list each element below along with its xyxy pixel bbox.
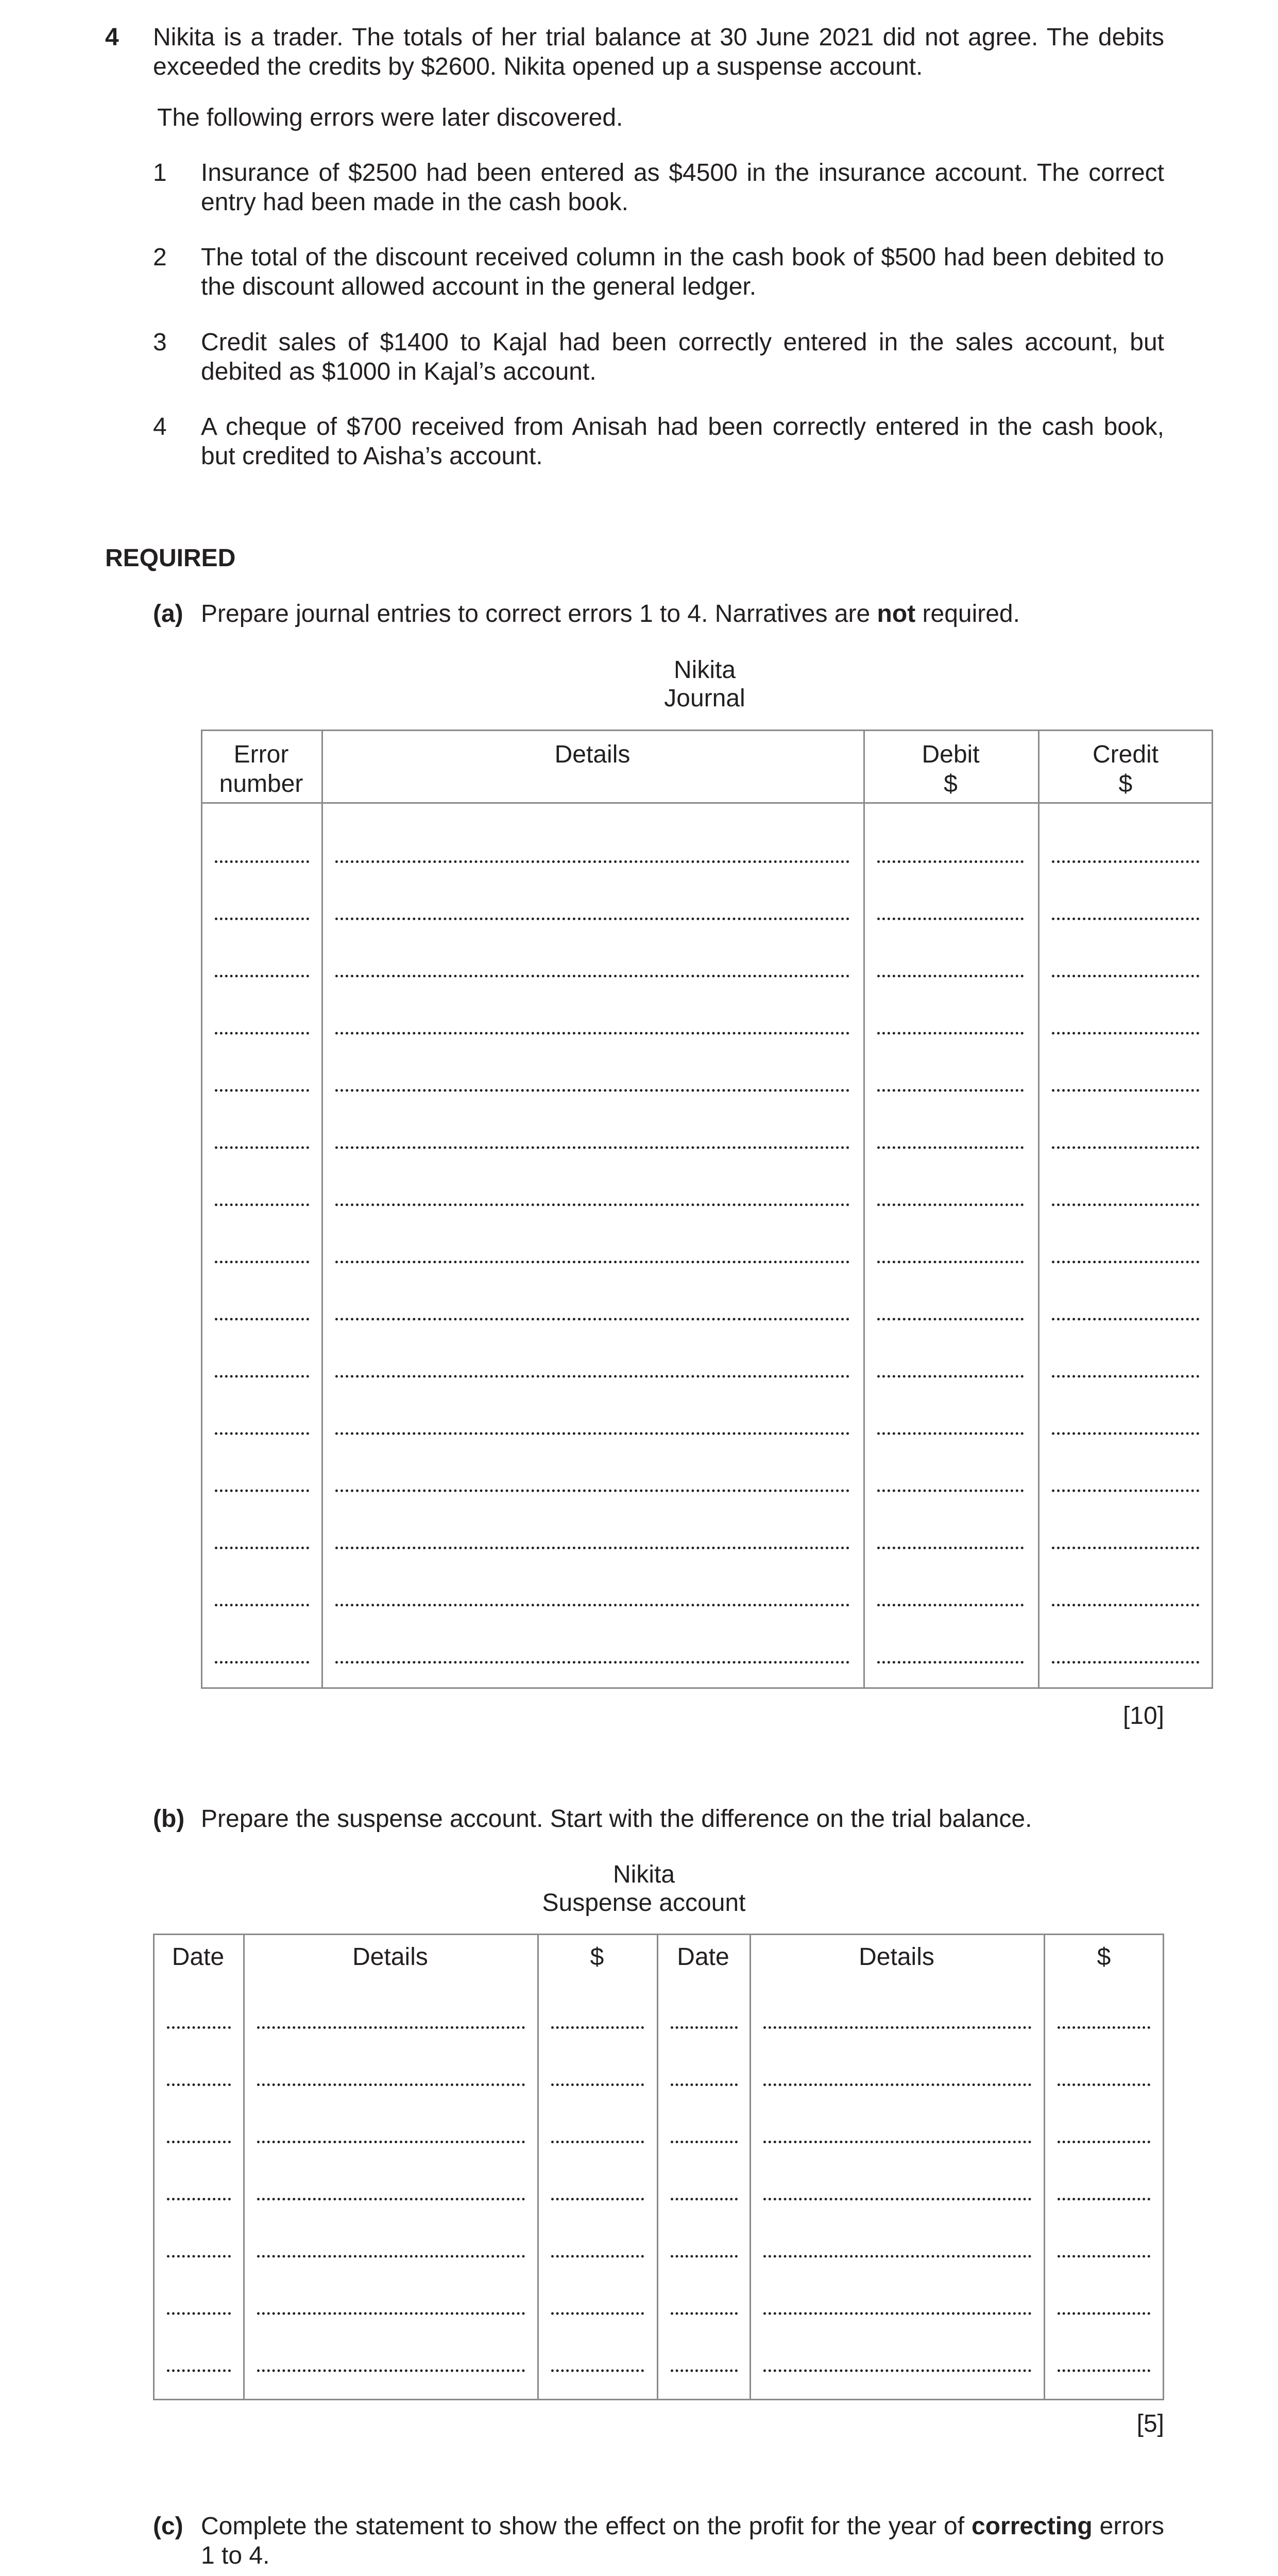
- suspense-header-amount: $: [1097, 1943, 1111, 1971]
- journal-divider: [1038, 730, 1040, 1689]
- suspense-amount-field[interactable]: [1058, 2083, 1150, 2086]
- part-a-label: (a): [153, 600, 183, 628]
- suspense-details-field[interactable]: [763, 2198, 1031, 2200]
- suspense-date-field[interactable]: [671, 2255, 738, 2258]
- suspense-divider: [749, 1934, 751, 2400]
- journal-details-field[interactable]: [335, 918, 849, 920]
- suspense-amount-field[interactable]: [551, 2312, 644, 2315]
- suspense-details-field[interactable]: [257, 2255, 525, 2258]
- journal-debit-field[interactable]: [877, 1146, 1024, 1149]
- error-number-3: 3: [153, 329, 167, 356]
- suspense-details-field[interactable]: [763, 2255, 1031, 2258]
- journal-credit-field[interactable]: [1052, 1489, 1199, 1492]
- suspense-divider: [1044, 1934, 1045, 2400]
- suspense-details-field[interactable]: [257, 2026, 525, 2029]
- journal-details-field[interactable]: [335, 975, 849, 977]
- suspense-date-field[interactable]: [167, 2369, 231, 2372]
- suspense-header-details: Details: [352, 1943, 428, 1971]
- journal-debit-field[interactable]: [877, 1547, 1024, 1549]
- journal-credit-field[interactable]: [1052, 860, 1199, 863]
- suspense-details-field[interactable]: [257, 2141, 525, 2143]
- journal-error-number-field[interactable]: [215, 1375, 309, 1378]
- journal-credit-field[interactable]: [1052, 1432, 1199, 1435]
- journal-credit-field[interactable]: [1052, 1375, 1199, 1378]
- journal-credit-field[interactable]: [1052, 1146, 1199, 1149]
- journal-error-number-field[interactable]: [215, 1204, 309, 1206]
- journal-details-field[interactable]: [335, 1375, 849, 1378]
- journal-header-details: Details: [554, 741, 631, 768]
- suspense-details-field[interactable]: [763, 2141, 1031, 2143]
- suspense-amount-field[interactable]: [1058, 2198, 1150, 2200]
- suspense-date-field[interactable]: [671, 2026, 738, 2029]
- suspense-divider: [243, 1934, 245, 2400]
- journal-credit-field[interactable]: [1052, 1318, 1199, 1320]
- journal-details-field[interactable]: [335, 1604, 849, 1606]
- suspense-date-field[interactable]: [167, 2141, 231, 2143]
- journal-debit-field[interactable]: [877, 1032, 1024, 1035]
- journal-details-field[interactable]: [335, 1432, 849, 1435]
- part-c-label: (c): [153, 2513, 183, 2540]
- error-number-2: 2: [153, 244, 167, 271]
- suspense-header-details: Details: [859, 1943, 934, 1971]
- suspense-details-field[interactable]: [763, 2026, 1031, 2029]
- journal-debit-field[interactable]: [877, 1318, 1024, 1320]
- journal-divider: [863, 730, 865, 1689]
- suspense-details-field[interactable]: [763, 2312, 1031, 2315]
- part-c-instruction: Complete the statement to show the effect on the profit for the year of correcting errors 1 to 4.: [201, 2513, 1165, 2569]
- journal-error-number-field[interactable]: [215, 1661, 309, 1664]
- journal-error-number-field[interactable]: [215, 1146, 309, 1149]
- question-number: 4: [105, 24, 119, 51]
- journal-details-field[interactable]: [335, 1318, 849, 1320]
- suspense-amount-field[interactable]: [1058, 2141, 1150, 2143]
- suspense-amount-field[interactable]: [551, 2255, 644, 2258]
- journal-details-field[interactable]: [335, 1489, 849, 1492]
- suspense-header-amount: $: [590, 1943, 604, 1971]
- journal-credit-field[interactable]: [1052, 1547, 1199, 1549]
- journal-header-error: Error number: [219, 741, 303, 798]
- part-b-marks: [5]: [1136, 2410, 1164, 2437]
- suspense-details-field[interactable]: [257, 2369, 525, 2372]
- suspense-date-field[interactable]: [671, 2198, 738, 2200]
- journal-details-field[interactable]: [335, 1204, 849, 1206]
- journal-credit-field[interactable]: [1052, 1661, 1199, 1664]
- suspense-amount-field[interactable]: [1058, 2369, 1150, 2372]
- journal-debit-field[interactable]: [877, 1432, 1024, 1435]
- suspense-divider: [657, 1934, 658, 2400]
- part-b-instruction: Prepare the suspense account. Start with the difference on the trial balance.: [201, 1805, 1032, 1833]
- journal-header-credit: Credit $: [1092, 741, 1159, 798]
- journal-details-field[interactable]: [335, 1661, 849, 1664]
- journal-divider: [321, 730, 323, 1689]
- suspense-date-field[interactable]: [671, 2369, 738, 2372]
- journal-header-rule: [201, 802, 1213, 804]
- journal-error-number-field[interactable]: [215, 1032, 309, 1035]
- journal-error-number-field[interactable]: [215, 1318, 309, 1320]
- suspense-amount-field[interactable]: [1058, 2312, 1150, 2315]
- suspense-amount-field[interactable]: [551, 2198, 644, 2200]
- journal-debit-field[interactable]: [877, 1661, 1024, 1664]
- journal-credit-field[interactable]: [1052, 1261, 1199, 1263]
- journal-title: Journal: [664, 685, 745, 712]
- suspense-details-field[interactable]: [257, 2312, 525, 2315]
- journal-error-number-field[interactable]: [215, 1261, 309, 1263]
- journal-title-name: Nikita: [673, 656, 736, 684]
- journal-debit-field[interactable]: [877, 1604, 1024, 1606]
- journal-error-number-field[interactable]: [215, 860, 309, 863]
- suspense-date-field[interactable]: [167, 2026, 231, 2029]
- errors-intro: The following errors were later discovered.: [157, 104, 623, 131]
- suspense-title-name: Nikita: [612, 1861, 675, 1888]
- suspense-title: Suspense account: [542, 1889, 746, 1917]
- error-text-1: Insurance of $2500 had been entered as $4500 in the insurance account. The correct entry had been made in the cash book.: [201, 159, 1164, 216]
- suspense-amount-field[interactable]: [551, 2369, 644, 2372]
- journal-credit-field[interactable]: [1052, 1604, 1199, 1606]
- part-b-label: (b): [153, 1805, 185, 1833]
- journal-details-field[interactable]: [335, 860, 849, 863]
- suspense-date-field[interactable]: [167, 2083, 231, 2086]
- journal-credit-field[interactable]: [1052, 1089, 1199, 1092]
- suspense-date-field[interactable]: [671, 2312, 738, 2315]
- journal-details-field[interactable]: [335, 1547, 849, 1549]
- journal-error-number-field[interactable]: [215, 975, 309, 977]
- suspense-header-date: Date: [677, 1943, 729, 1971]
- error-number-1: 1: [153, 159, 167, 187]
- journal-error-number-field[interactable]: [215, 1432, 309, 1435]
- journal-details-field[interactable]: [335, 1261, 849, 1263]
- suspense-header-date: Date: [172, 1943, 225, 1971]
- journal-debit-field[interactable]: [877, 1375, 1024, 1378]
- journal-details-field[interactable]: [335, 1089, 849, 1092]
- required-label: REQUIRED: [105, 545, 236, 572]
- suspense-table-border: [153, 1934, 1164, 2400]
- suspense-amount-field[interactable]: [551, 2083, 644, 2086]
- journal-details-field[interactable]: [335, 1146, 849, 1149]
- journal-table-border: [201, 730, 1213, 1689]
- journal-debit-field[interactable]: [877, 1261, 1024, 1263]
- suspense-date-field[interactable]: [167, 2255, 231, 2258]
- journal-debit-field[interactable]: [877, 975, 1024, 977]
- error-text-4: A cheque of $700 received from Anisah had been correctly entered in the cash book, but credited to Aisha’s account.: [201, 413, 1164, 470]
- journal-debit-field[interactable]: [877, 860, 1024, 863]
- suspense-details-field[interactable]: [763, 2369, 1031, 2372]
- part-a-marks: [10]: [1122, 1702, 1164, 1730]
- error-text-2: The total of the discount received column in the cash book of $500 had been debited to the discount allowed account in the general ledger.: [201, 244, 1164, 300]
- suspense-details-field[interactable]: [763, 2083, 1031, 2086]
- suspense-amount-field[interactable]: [1058, 2026, 1150, 2029]
- journal-credit-field[interactable]: [1052, 975, 1199, 977]
- journal-credit-field[interactable]: [1052, 1204, 1199, 1206]
- suspense-divider: [537, 1934, 539, 2400]
- error-number-4: 4: [153, 413, 167, 440]
- error-text-3: Credit sales of $1400 to Kajal had been correctly entered in the sales account, but debited as $1000 in Kajal’s account.: [201, 329, 1164, 385]
- journal-debit-field[interactable]: [877, 1204, 1024, 1206]
- suspense-date-field[interactable]: [167, 2198, 231, 2200]
- question-intro: Nikita is a trader. The totals of her trial balance at 30 June 2021 did not agree. The debits exceeded the credits by $2600. Nikita opened up a suspense account.: [153, 24, 1164, 80]
- suspense-details-field[interactable]: [257, 2083, 525, 2086]
- journal-debit-field[interactable]: [877, 918, 1024, 920]
- journal-header-debit: Debit $: [922, 741, 980, 798]
- journal-error-number-field[interactable]: [215, 918, 309, 920]
- journal-details-field[interactable]: [335, 1032, 849, 1035]
- journal-credit-field[interactable]: [1052, 1032, 1199, 1035]
- suspense-date-field[interactable]: [671, 2141, 738, 2143]
- suspense-amount-field[interactable]: [551, 2141, 644, 2143]
- journal-debit-field[interactable]: [877, 1489, 1024, 1492]
- suspense-amount-field[interactable]: [551, 2026, 644, 2029]
- journal-credit-field[interactable]: [1052, 918, 1199, 920]
- journal-error-number-field[interactable]: [215, 1547, 309, 1549]
- journal-error-number-field[interactable]: [215, 1489, 309, 1492]
- journal-debit-field[interactable]: [877, 1089, 1024, 1092]
- suspense-date-field[interactable]: [671, 2083, 738, 2086]
- journal-error-number-field[interactable]: [215, 1089, 309, 1092]
- suspense-amount-field[interactable]: [1058, 2255, 1150, 2258]
- suspense-date-field[interactable]: [167, 2312, 231, 2315]
- suspense-details-field[interactable]: [257, 2198, 525, 2200]
- journal-error-number-field[interactable]: [215, 1604, 309, 1606]
- part-a-instruction: Prepare journal entries to correct errors 1 to 4. Narratives are not required.: [201, 600, 1020, 628]
